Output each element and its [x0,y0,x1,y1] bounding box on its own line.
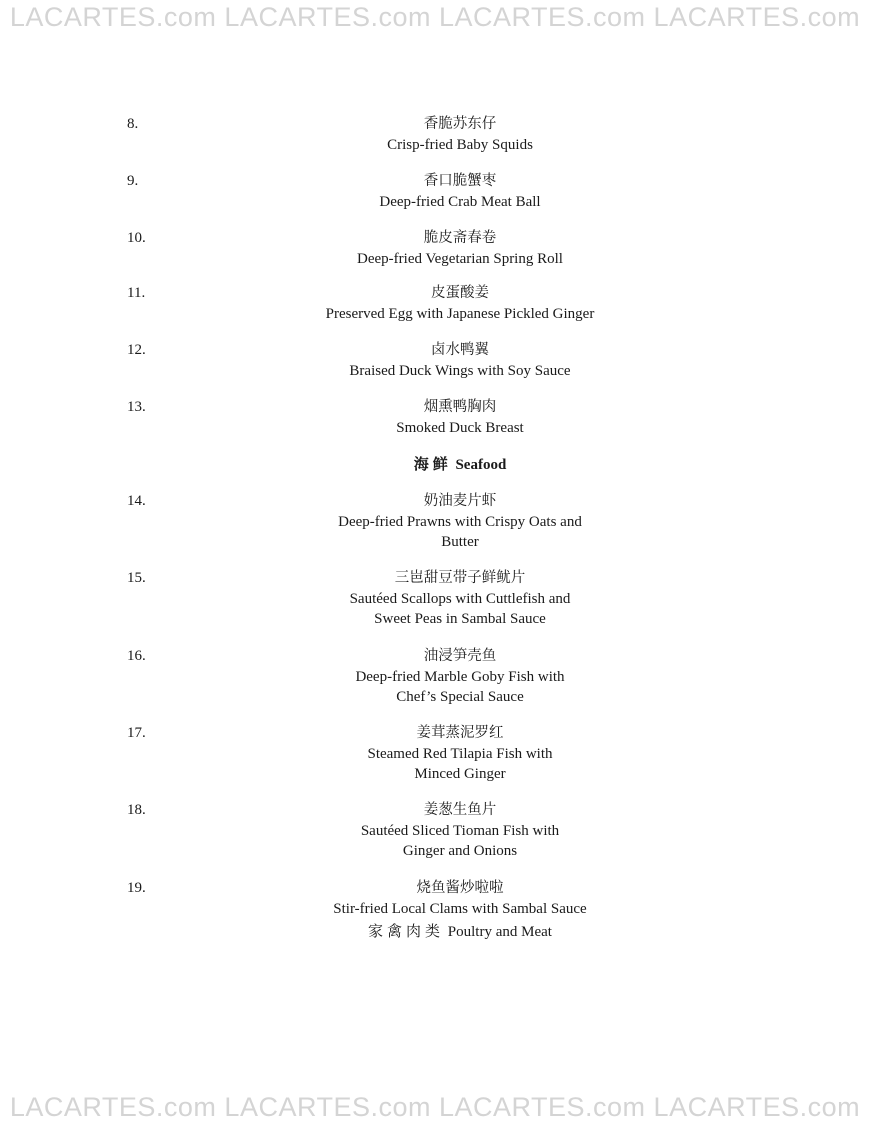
item-english-name-line: Butter [441,534,479,550]
item-description [260,114,660,155]
item-english-name-line: Chef’s Special Sauce [396,689,524,705]
item-description [260,646,660,708]
item-description [260,491,660,553]
section-heading-english: Seafood [455,457,507,473]
item-number: 13. [127,399,146,415]
item-english-name-line: Sautéed Sliced Tioman Fish with [360,822,560,839]
item-number: 9. [127,173,139,189]
item-chinese-name: 烧鱼酱炒啦啦 [416,880,504,896]
item-english-name-line: Crisp-fried Baby Squids [387,136,533,153]
item-english-name-line: Deep-fried Crab Meat Ball [379,193,541,210]
item-description [260,800,660,862]
item-chinese-name: 香脆苏东仔 [423,116,497,132]
item-english-name-line: Sweet Peas in Sambal Sauce [374,611,546,627]
item-description [260,878,660,919]
item-number: 18. [127,802,146,818]
item-chinese-name: 姜葱生鱼片 [423,802,497,818]
item-english-name-line: Braised Duck Wings with Soy Sauce [349,362,571,379]
item-description [260,228,660,269]
item-description [260,568,660,630]
item-number: 19. [127,880,146,896]
item-description [260,340,660,381]
item-english-name-line: Deep-fried Prawns with Crispy Oats and [338,513,582,530]
item-english-name-line: Ginger and Onions [402,843,518,859]
item-description [260,397,660,438]
item-english-name-line: Stir-fried Local Clams with Sambal Sauce [333,900,587,917]
item-number: 17. [127,725,146,741]
item-chinese-name: 烟熏鸭胸肉 [423,399,497,415]
item-number: 16. [127,648,146,664]
item-chinese-name: 脆皮斋春卷 [423,230,497,246]
item-number: 11. [127,285,146,301]
item-number: 8. [127,116,139,132]
section-heading-chinese: 海鲜 [413,455,452,473]
item-english-name-line: Minced Ginger [414,766,506,782]
item-chinese-name: 奶油麦片虾 [423,493,497,509]
item-chinese-name: 姜茸蒸泥罗红 [416,725,504,741]
item-english-name-line: Deep-fried Marble Goby Fish with [355,668,565,685]
item-chinese-name: 三岜甜豆带子鲜鱿片 [394,570,526,586]
item-number: 14. [127,493,146,509]
section-heading-chinese: 家禽肉类 [368,922,445,940]
item-english-name-line: Steamed Red Tilapia Fish with [367,745,553,762]
watermark-bottom: LACARTES.com LACARTES.com LACARTES.com LACARTES.com [9,1092,861,1122]
item-chinese-name: 卤水鸭翼 [431,342,489,358]
section-heading-english: Poultry and Meat [447,924,552,940]
section-heading-seafood [260,454,660,475]
item-chinese-name: 皮蛋酸姜 [431,285,489,301]
item-number: 12. [127,342,146,358]
item-english-name-line: Deep-fried Vegetarian Spring Roll [357,250,563,267]
item-english-name-line: Smoked Duck Breast [396,419,524,436]
watermark-top: LACARTES.com LACARTES.com LACARTES.com LACARTES.com [9,2,861,32]
item-description [260,283,660,324]
item-number: 15. [127,570,146,586]
item-chinese-name: 油浸笋壳鱼 [423,648,497,664]
item-english-name-line: Preserved Egg with Japanese Pickled Ginger [325,305,595,322]
item-chinese-name: 香口脆蟹枣 [423,173,497,189]
section-heading-poultry [260,921,660,942]
item-description [260,171,660,212]
item-description [260,723,660,785]
item-english-name-line: Sautéed Scallops with Cuttlefish and [349,590,571,607]
item-number: 10. [127,230,146,246]
